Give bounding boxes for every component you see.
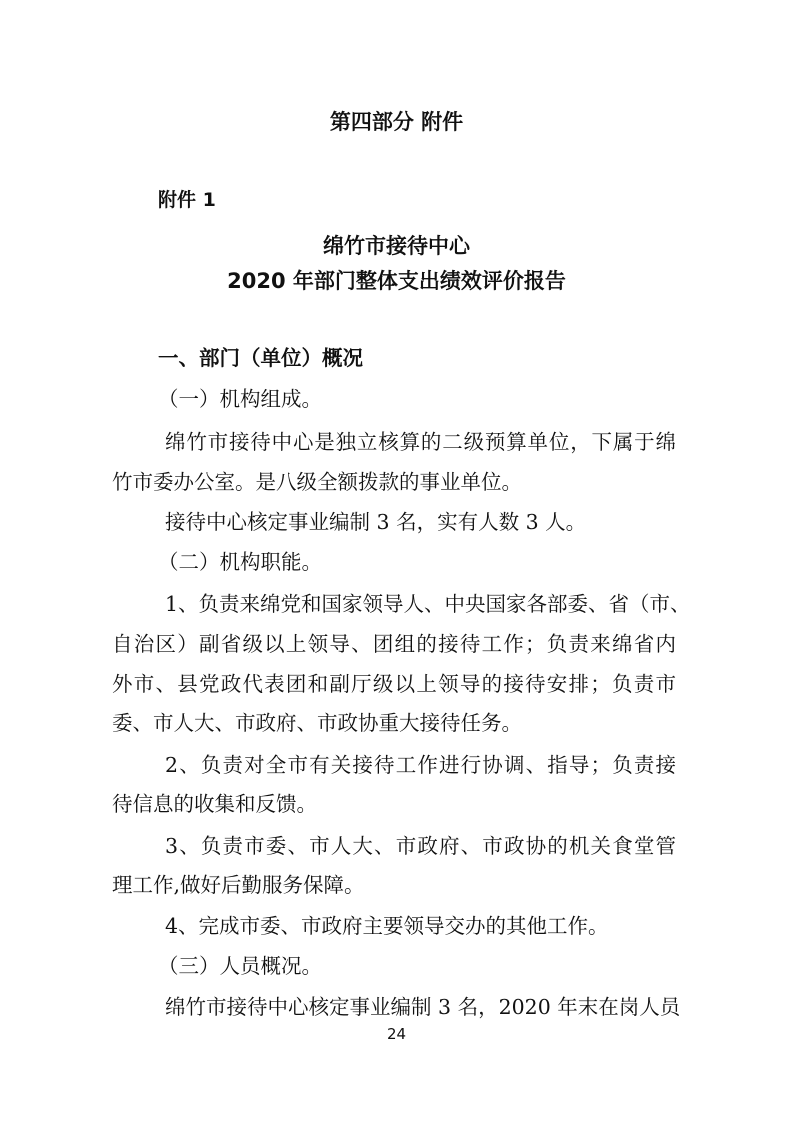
attachment-label: 附件 1	[158, 189, 216, 211]
item1-line4: 委、市人大、市政府、市政协重大接待任务。	[112, 711, 522, 735]
item3-line2: 理工作,做好后勤服务保障。	[112, 873, 365, 897]
p3-line1: 绵竹市接待中心核定事业编制 3 名，2020 年末在岗人员	[165, 995, 681, 1019]
sub2-heading: （二）机构职能。	[158, 550, 322, 574]
item3-line1: 3、负责市委、市人大、市政府、市政协的机关食堂管	[165, 834, 676, 858]
p1-line2: 竹市委办公室。是八级全额拨款的事业单位。	[112, 470, 522, 494]
p1-line1: 绵竹市接待中心是独立核算的二级预算单位，下属于绵	[165, 430, 676, 454]
sub3-heading: （三）人员概况。	[158, 954, 322, 978]
item1-line1: 1、负责来绵党和国家领导人、中央国家各部委、省（市、	[165, 592, 691, 616]
section1-heading: 一、部门（单位）概况	[158, 346, 363, 370]
item1-line3: 外市、县党政代表团和副厅级以上领导的接待安排；负责市	[112, 672, 676, 696]
report-title-line2: 2020 年部门整体支出绩效评价报告	[227, 269, 566, 293]
report-title-line1: 绵竹市接待中心	[323, 234, 470, 258]
page-number: 24	[386, 1025, 407, 1043]
sub1-heading: （一）机构组成。	[158, 387, 322, 411]
item1-line2: 自治区）副省级以上领导、团组的接待工作；负责来绵省内	[112, 632, 676, 656]
item2-line2: 待信息的收集和反馈。	[112, 792, 317, 816]
item4-line1: 4、完成市委、市政府主要领导交办的其他工作。	[165, 914, 609, 938]
item2-line1: 2、负责对全市有关接待工作进行协调、指导；负责接	[165, 753, 676, 777]
p2-line1: 接待中心核定事业编制 3 名，实有人数 3 人。	[165, 510, 587, 534]
part-title: 第四部分 附件	[329, 110, 464, 134]
